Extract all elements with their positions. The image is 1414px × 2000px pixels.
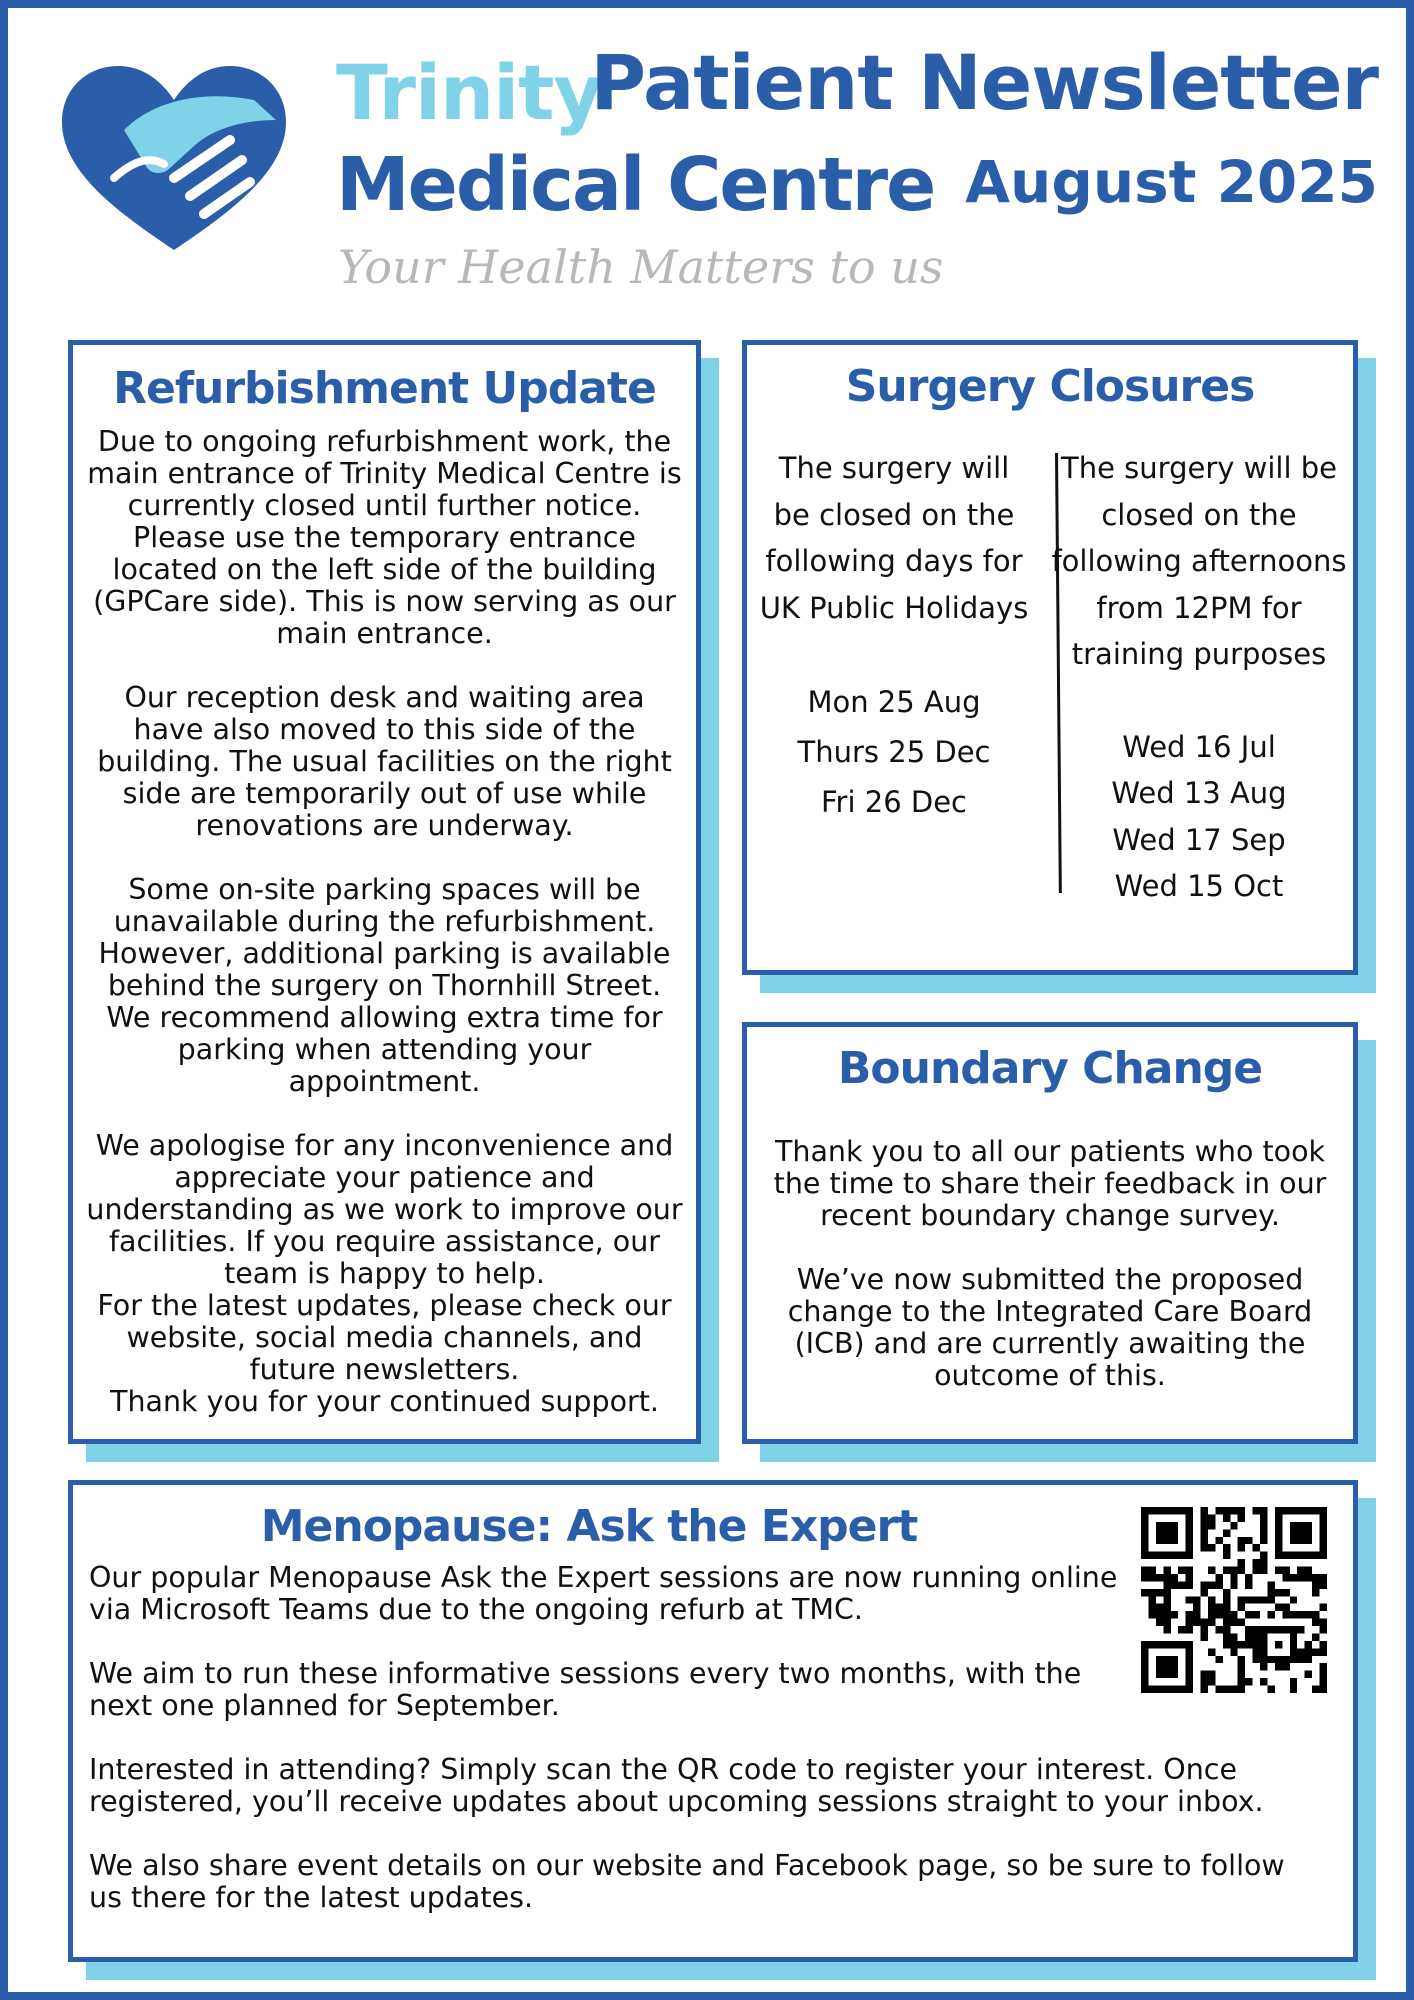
holiday-date: Fri 26 Dec bbox=[820, 785, 967, 819]
training-closures-column bbox=[1049, 445, 1349, 910]
closures-title: Surgery Closures bbox=[845, 361, 1255, 412]
training-closures-intro: The surgery will be closed on the following afternoons from 12PM for training purposes bbox=[1051, 451, 1347, 671]
handshake-heart-logo-icon bbox=[54, 60, 294, 260]
training-date: Wed 15 Oct bbox=[1114, 869, 1284, 903]
menopause-title: Menopause: Ask the Expert bbox=[260, 1501, 918, 1552]
refurb-paragraph: Some on-site parking spaces will be unavailable during the refurbishment. However, additional parking is available behind the surgery on Thornhill Street. We recommend allowing extra time for parking when attending your appointment. bbox=[98, 873, 671, 1098]
menopause-body bbox=[89, 1561, 1285, 1914]
refurb-paragraph: Due to ongoing refurbishment work, the main entrance of Trinity Medical Centre is currently closed until further notice. Please use the temporary entrance located on the left side of the building (GPCare side). This is now serving as our main entrance. bbox=[87, 425, 682, 650]
boundary-title: Boundary Change bbox=[837, 1043, 1263, 1094]
refurb-paragraph: Thank you for your continued support. bbox=[110, 1385, 659, 1418]
holiday-date: Mon 25 Aug bbox=[807, 685, 981, 719]
refurb-paragraph: We apologise for any inconvenience and appreciate your patience and understanding as we work to improve our facilities. If you require assistance, our team is happy to help. bbox=[86, 1129, 683, 1290]
menopause-paragraph: Our popular Menopause Ask the Expert sessions are now running online via Microsoft Teams due to the ongoing refurb at TMC. bbox=[89, 1561, 1118, 1626]
boundary-change-section bbox=[742, 1022, 1358, 1444]
boundary-paragraph: We’ve now submitted the proposed change to the Integrated Care Board (ICB) and are currently awaiting the outcome of this. bbox=[787, 1263, 1313, 1392]
brand-tagline: Your Health Matters to us bbox=[338, 240, 944, 294]
holiday-date: Thurs 25 Dec bbox=[797, 735, 991, 769]
boundary-body bbox=[765, 1136, 1335, 1392]
newsletter-date: August 2025 bbox=[965, 148, 1378, 216]
newsletter-title: Patient Newsletter bbox=[590, 38, 1378, 127]
training-date: Wed 17 Sep bbox=[1112, 822, 1286, 857]
brand-name-line1: Trinity bbox=[336, 48, 603, 137]
boundary-paragraph: Thank you to all our patients who took the time to share their feedback in our recent boundary change survey. bbox=[773, 1135, 1327, 1232]
holiday-closures-intro: The surgery will be closed on the following days for UK Public Holidays bbox=[759, 451, 1029, 625]
refurb-paragraph: Our reception desk and waiting area have also moved to this side of the building. The usual facilities on the right side are temporarily out of use while renovations are underway. bbox=[97, 681, 672, 842]
refurb-paragraph: For the latest updates, please check our website, social media channels, and future newsletters. bbox=[97, 1289, 672, 1386]
refurbishment-section bbox=[68, 340, 701, 1444]
brand-name-line2: Medical Centre bbox=[336, 142, 935, 228]
menopause-paragraph: We aim to run these informative sessions every two months, with the next one planned for September. bbox=[89, 1657, 1082, 1722]
menopause-paragraph: We also share event details on our website and Facebook page, so be sure to follow us there for the latest updates. bbox=[89, 1849, 1285, 1914]
training-dates-list bbox=[1049, 724, 1349, 910]
refurbishment-body bbox=[85, 426, 684, 1418]
refurbishment-title: Refurbishment Update bbox=[113, 363, 656, 414]
training-date: Wed 16 Jul bbox=[1122, 729, 1276, 764]
training-date: Wed 13 Aug bbox=[1111, 776, 1287, 810]
menopause-section bbox=[68, 1480, 1358, 1962]
menopause-paragraph: Interested in attending? Simply scan the QR code to register your interest. Once registered, you’ll receive updates about upcoming sessions straight to your inbox. bbox=[89, 1753, 1264, 1818]
qr-code-icon[interactable] bbox=[1141, 1507, 1327, 1693]
holiday-closures-column bbox=[759, 445, 1029, 827]
surgery-closures-section bbox=[742, 340, 1358, 975]
holiday-dates-list bbox=[759, 677, 1029, 827]
